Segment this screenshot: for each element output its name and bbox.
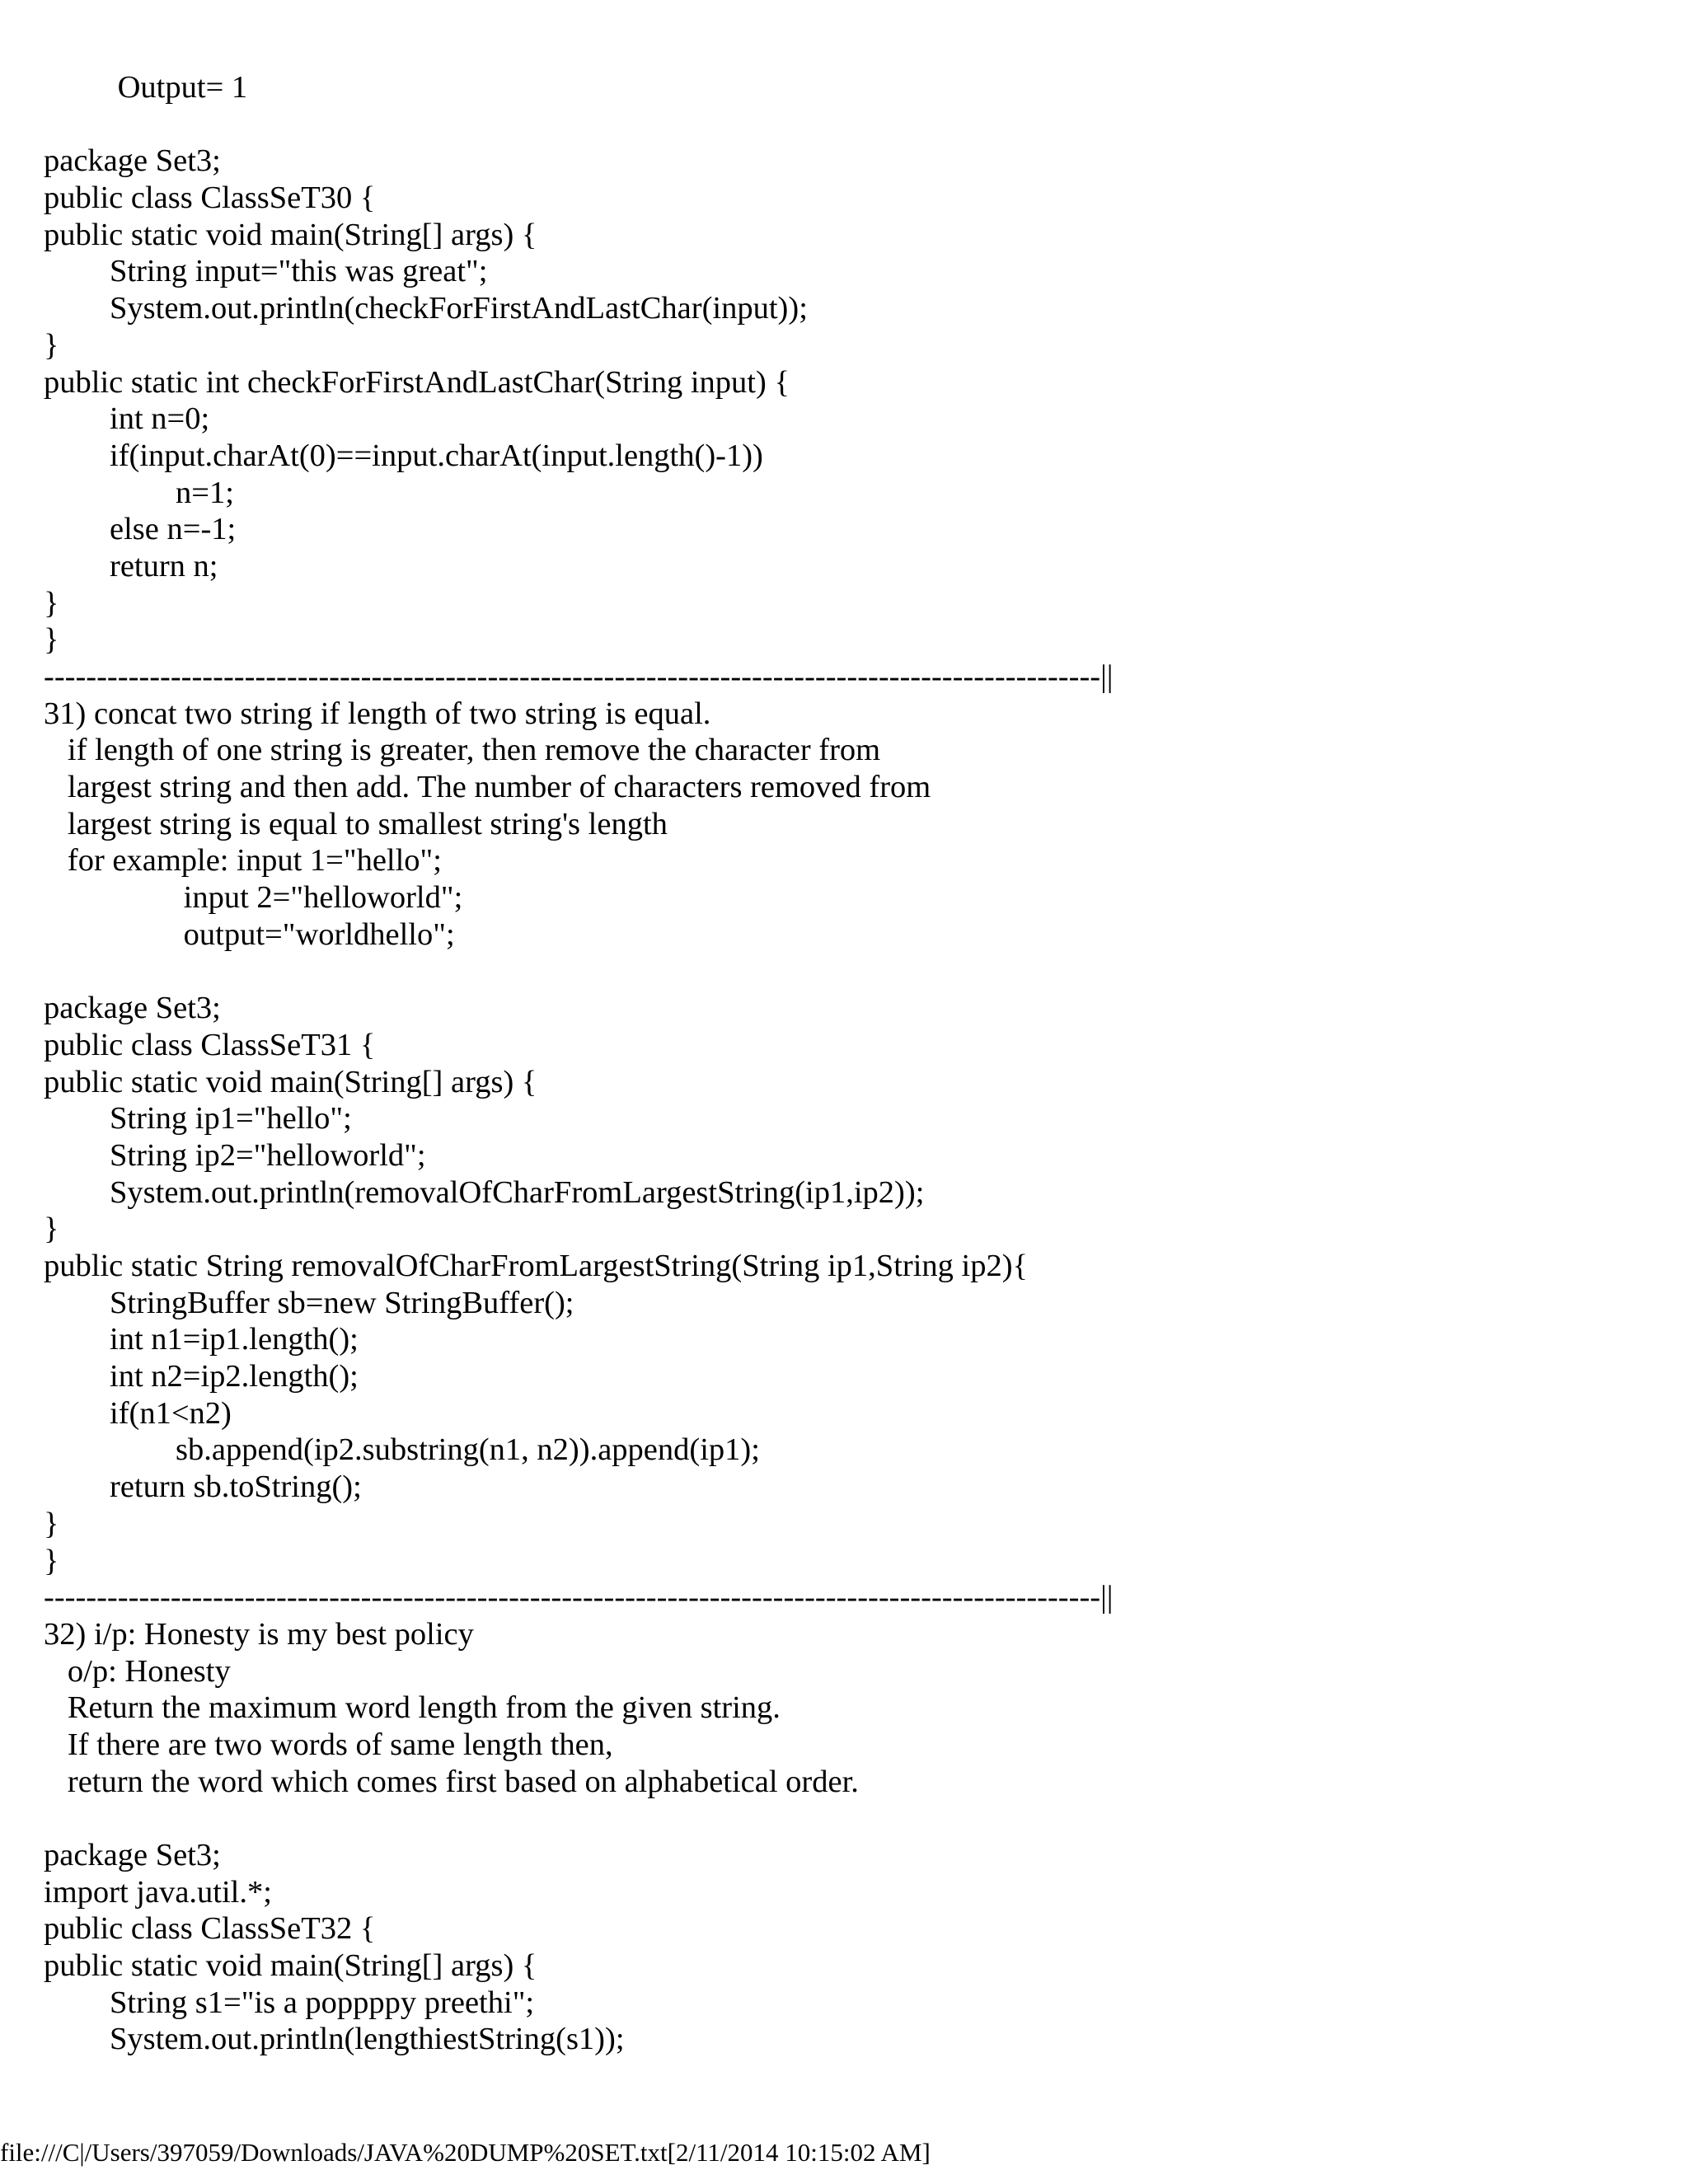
text-line: output="worldhello";: [176, 916, 455, 952]
text-line: o/p: Honesty: [44, 1653, 231, 1689]
text-line: largest string is equal to smallest string's length: [44, 806, 668, 841]
text-line: public static void main(String[] args) {: [44, 1948, 537, 1984]
text-line: public class ClassSeT32 {: [44, 1911, 376, 1947]
text-line: StringBuffer sb=new StringBuffer();: [110, 1285, 574, 1320]
text-line: return the word which comes first based on alphabetical order.: [44, 1764, 859, 1799]
text-line: ----------------------------------------------------------------------------------------------------||: [44, 1580, 1114, 1615]
text-line: String s1="is a poppppy preethi";: [110, 1985, 535, 2020]
text-line: import java.util.*;: [44, 1874, 272, 1910]
text-line: else n=-1;: [110, 512, 237, 547]
text-line: Return the maximum word length from the given string.: [44, 1690, 781, 1726]
text-line: for example: input 1="hello";: [44, 843, 442, 879]
blank-line: [44, 954, 1659, 991]
document-body: [44, 69, 1659, 2058]
text-line: public class ClassSeT31 {: [44, 1027, 376, 1062]
text-line: public static void main(String[] args) {: [44, 1064, 537, 1099]
text-line: }: [44, 585, 59, 621]
text-line: System.out.println(lengthiestString(s1));: [110, 2022, 625, 2057]
text-line: largest string and then add. The number of characters removed from: [44, 770, 931, 805]
text-line: }: [44, 1212, 59, 1247]
text-line: int n1=ip1.length();: [110, 1322, 359, 1357]
text-line: int n=0;: [110, 401, 210, 437]
text-line: package Set3;: [44, 991, 221, 1026]
text-line: Output= 1: [110, 70, 248, 105]
text-line: return sb.toString();: [110, 1469, 362, 1505]
text-line: public class ClassSeT30 {: [44, 180, 376, 216]
text-line: }: [44, 622, 59, 658]
text-line: if length of one string is greater, then remove the character from: [44, 733, 881, 768]
blank-line: [44, 106, 1659, 143]
blank-line: [44, 1800, 1659, 1837]
text-line: String ip2="helloworld";: [110, 1137, 426, 1173]
text-line: public static String removalOfCharFromLargestString(String ip1,String ip2){: [44, 1249, 1029, 1283]
text-line: }: [44, 1506, 59, 1541]
text-line: n=1;: [176, 475, 234, 510]
text-line: package Set3;: [44, 143, 221, 179]
text-line: if(n1<n2): [110, 1395, 232, 1431]
text-line: System.out.println(removalOfCharFromLargestString(ip1,ip2));: [110, 1174, 925, 1210]
text-line: int n2=ip2.length();: [110, 1359, 359, 1394]
text-line: sb.append(ip2.substring(n1, n2)).append(ip1);: [176, 1432, 760, 1468]
text-line: if(input.charAt(0)==input.charAt(input.length()-1)): [110, 438, 763, 473]
page-footer-url: file:///C|/Users/397059/Downloads/JAVA%20DUMP%20SET.txt[2/11/2014 10:15:02 AM]: [0, 2138, 931, 2167]
text-line: return n;: [110, 548, 218, 583]
text-line: public static void main(String[] args) {: [44, 217, 537, 252]
text-line: package Set3;: [44, 1838, 221, 1872]
text-line: 32) i/p: Honesty is my best policy: [44, 1616, 474, 1652]
text-line: String ip1="hello";: [110, 1101, 352, 1137]
text-line: }: [44, 327, 59, 363]
text-line: }: [44, 1543, 59, 1578]
text-line: input 2="helloworld";: [176, 880, 463, 916]
text-line: System.out.println(checkForFirstAndLastChar(input));: [110, 291, 808, 326]
text-line: If there are two words of same length then,: [44, 1727, 613, 1762]
text-line: String input="this was great";: [110, 254, 488, 289]
text-line: 31) concat two string if length of two string is equal.: [44, 696, 711, 731]
text-line: ----------------------------------------------------------------------------------------------------||: [44, 659, 1114, 694]
text-line: public static int checkForFirstAndLastChar(String input) {: [44, 364, 790, 400]
